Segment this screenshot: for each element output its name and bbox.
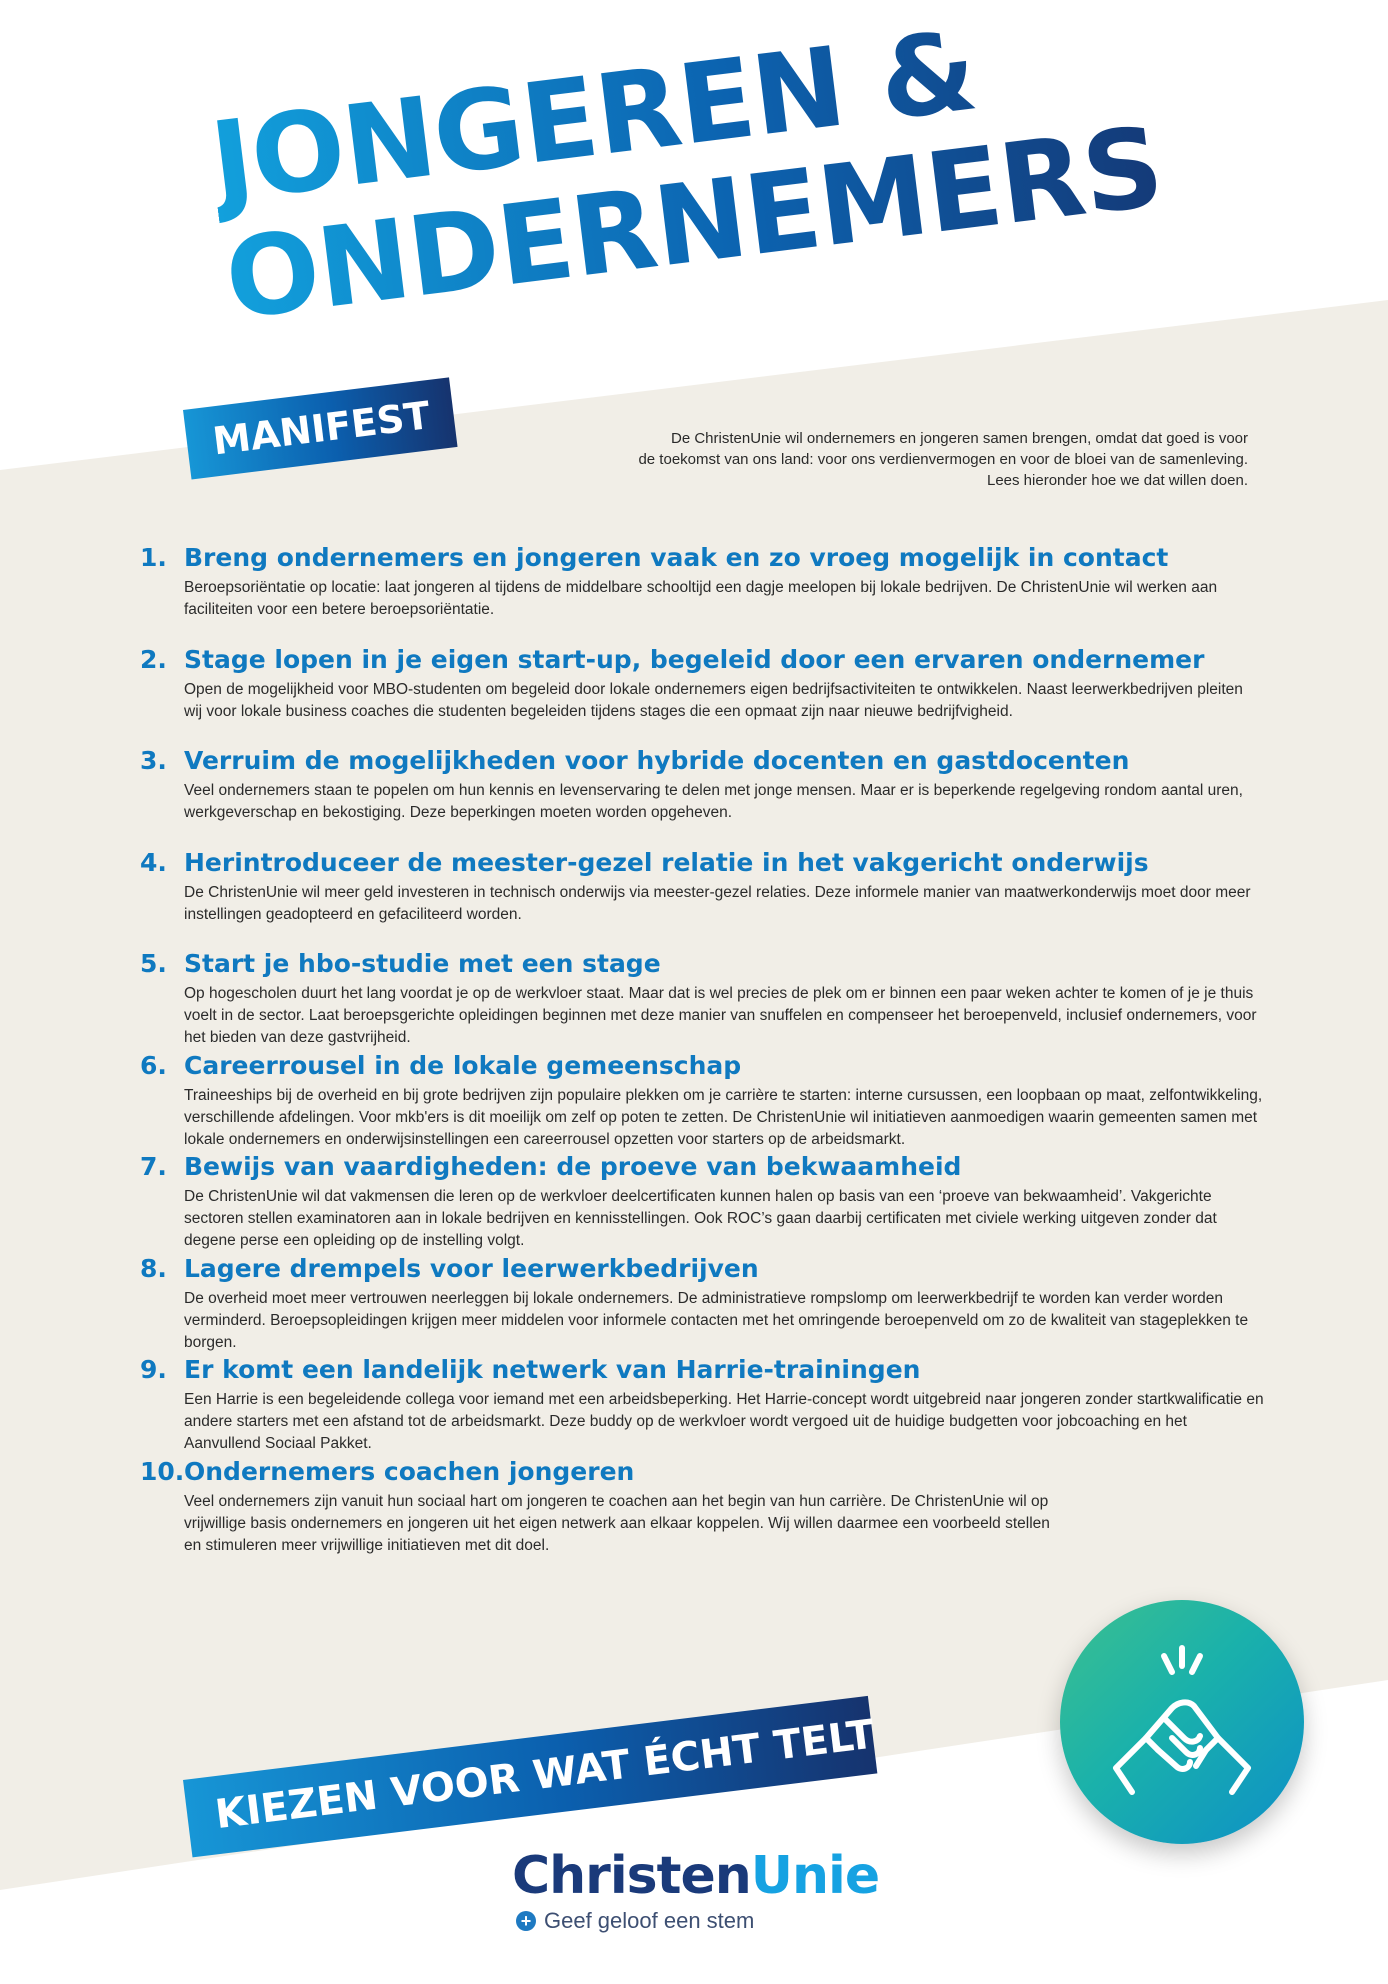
item-body: Traineeships bij de overheid en bij grote bedrijven zijn populaire plekken om je carrière te starten: interne cursussen, een loopbaan op maat, zelfontwikkeling, verschillende afdelingen. Voor mkb'ers is dit moeilijk om zelf op poten te zetten. De ChristenUnie wil initiatieven aanmoedigen waarin gemeenten samen met lokale ondernemers en onderwijsinstellingen een careerrousel opzetten voor starters op de arbeidsmarkt. [184,1086,1263,1148]
logo-part-2: Unie [750,1846,880,1906]
item-title: Er komt een landelijk netwerk van Harrie-trainingen [184,1355,921,1384]
item-title: Herintroduceer de meester-gezel relatie in het vakgericht onderwijs [184,847,1149,877]
intro-line-3: Lees hieronder hoe we dat willen doen. [986,472,1248,489]
manifest-item [140,1353,1264,1455]
item-body: De ChristenUnie wil meer geld investeren in technisch onderwijs via meester-gezel relaties. Deze informele manier van maatwerkonderwijs moet door meer instellingen geadopteerd en gefaciliteerd worden. [184,883,1251,923]
item-number: 5. [140,949,167,978]
item-number: 7. [140,1152,167,1181]
plus-icon: + [516,1911,536,1931]
item-body: Open de mogelijkheid voor MBO-studenten om begeleid door lokale ondernemers eigen bedrijfsactiviteiten te ontwikkelen. Naast leerwerkbedrijven pleiten wij voor lokale business coaches die studenten begeleiden tijdens stages die een opmaat zijn naar nieuwe bedrijfvigheid. [184,680,1243,720]
manifest-item [140,846,1260,948]
item-title: Start je hbo-studie met een stage [184,949,661,978]
title-line-1: JONGEREN & [204,6,983,228]
intro-line-2: de toekomst van ons land: voor ons verdienvermogen en voor de bloei van de samenleving. [638,451,1248,468]
manifest-item [140,1049,1263,1151]
logo-part-1: Christen [512,1846,751,1906]
item-title: Breng ondernemers en jongeren vaak en zo vroeg mogelijk in contact [184,543,1169,572]
item-body: Op hogescholen duurt het lang voordat je op de werkvloer staat. Maar dat is wel precies de plek om er binnen een paar weken achter te komen of je je thuis voelt in de sector. Laat beroepsgerichte opleidingen beginnen met deze manier van snuffelen en compenseer het beroepenveld, inclusief ondernemers, voor het bieden van deze gastvrijheid. [184,985,1257,1046]
manifest-item [140,1455,1260,1557]
handshake-icon [1102,1642,1262,1802]
manifest-item [140,947,1260,1049]
manifest-item [140,643,1260,745]
item-number: 6. [140,1050,167,1080]
item-number: 2. [140,644,167,674]
item-title: Verruim de mogelijkheden voor hybride docenten en gastdocenten [184,746,1130,775]
intro-text [528,428,1248,491]
item-number: 8. [140,1253,167,1283]
tagline-text: Geef geloof een stem [544,1908,755,1933]
item-number: 9. [140,1355,167,1384]
slogan-text: KIEZEN VOOR WAT ÉCHT TELT [212,1711,877,1839]
manifest-item [140,1252,1260,1354]
manifest-label: MANIFEST [210,393,433,464]
title-line-2: ONDERNEMERS [218,102,1169,345]
item-title: Ondernemers coachen jongeren [184,1456,635,1486]
manifest-item [140,1150,1260,1252]
item-body: De overheid moet meer vertrouwen neerleggen bij lokale ondernemers. De administratieve rompslomp om leerwerkbedrijf te worden kan verder worden verminderd. Beroepsopleidingen krijgen meer middelen voor informele contacten met het omringende beroepenveld om zo de kwaliteit van stageplekken te borgen. [184,1289,1249,1351]
item-body: Een Harrie is een begeleidende collega voor iemand met een arbeidsbeperking. Het Harrie-concept wordt uitgebreid naar jongeren zonder startkwalificatie en andere starters met een afstand tot de arbeidsmarkt. Deze buddy op de werkvloer wordt vergoed uit de huidige budgetten voor jobcoaching en het Aanvullend Sociaal Pakket. [184,1391,1264,1452]
item-number: 10. [140,1456,185,1486]
page-title [204,0,1169,345]
logo-tagline [516,1906,754,1936]
item-body: Beroepsoriëntatie op locatie: laat jongeren al tijdens de middelbare schooltijd een dagje meelopen bij lokale bedrijven. De ChristenUnie wil werken aan faciliteiten voor een betere beroepsoriëntatie. [184,579,1218,618]
item-body: De ChristenUnie wil dat vakmensen die leren op de werkvloer deelcertificaten kunnen halen op basis van een ‘proeve van bekwaamheid’. Vakgerichte sectoren stellen examinatoren aan in lokale bedrijven en kennisstellingen. Ook ROC’s gaan daarbij certificaten met civiele werking uitgeven zonder dat degene perse een opleiding op de instelling volgt. [184,1188,1217,1249]
item-title: Stage lopen in je eigen start-up, begeleid door een ervaren ondernemer [184,644,1205,674]
handshake-badge [1060,1600,1304,1844]
item-number: 4. [140,847,167,877]
manifest-item [140,744,1260,846]
intro-line-1: De ChristenUnie wil ondernemers en jongeren samen brengen, omdat dat goed is voor [671,430,1248,447]
item-title: Lagere drempels voor leerwerkbedrijven [184,1253,759,1283]
item-number: 1. [140,543,167,572]
manifest-list [140,541,1264,1556]
item-body: Veel ondernemers staan te popelen om hun kennis en levenservaring te delen met jonge mensen. Maar er is beperkende regelgeving rondom aantal uren, werkgeverschap en bekostiging. Deze beperkingen moeten worden opgeheven. [184,782,1243,821]
item-number: 3. [140,746,167,775]
manifest-item [140,541,1260,643]
christenunie-logo [512,1846,879,1906]
item-title: Bewijs van vaardigheden: de proeve van bekwaamheid [184,1152,962,1181]
item-body: Veel ondernemers zijn vanuit hun sociaal hart om jongeren te coachen aan het begin van hun carrière. De ChristenUnie wil op vrijwillige basis ondernemers en jongeren uit het eigen netwerk aan elkaar koppelen. Wij willen daarmee een voorbeeld stellen en stimuleren meer vrijwillige initiatieven met dit doel. [184,1492,1050,1554]
item-title: Careerrousel in de lokale gemeenschap [184,1050,742,1080]
